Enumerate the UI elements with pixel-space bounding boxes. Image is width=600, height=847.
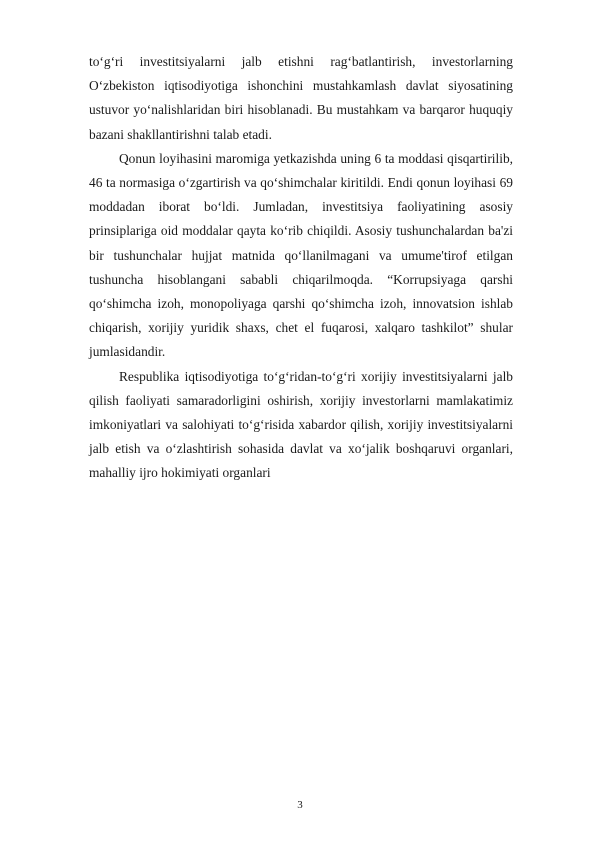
body-text [89,50,513,486]
page-number: 3 [297,799,303,811]
paragraph-foreign-investment: Respublika iqtisodiyotiga to‘g‘ridan-to‘g‘ri xorijiy investitsiyalarni jalb qilish faoliyati samaradorligini oshirish, xorijiy investorlarni mamlakatimiz imkoniyatlari va salohiyati to‘g‘risida xabardor qilish, xorijiy investitsiyalarni jalb etish va o‘zlashtirish sohasida davlat va xo‘jalik boshqaruvi organlari, mahalliy ijro hokimiyati organlari [89,368,513,481]
paragraph-law-draft: Qonun loyihasini maromiga yetkazishda uning 6 ta moddasi qisqartirilib, 46 ta normasiga o‘zgartirish va qo‘shimchalar kiritildi. Endi qonun loyihasi 69 moddadan iborat bo‘ldi. Jumladan, investitsiya faoliyatining asosiy prinsiplariga oid moddalar qayta ko‘rib chiqildi. Asosiy tushunchalardan ba'zi bir tushunchalar hujjat matnida qo‘llanilmagani va umume'tirof etilgan tushuncha hisoblangani sababli chiqarilmoqda. “Korrupsiyaga qarshi qo‘shimcha izoh, monopoliyaga qarshi qo‘shimcha izoh, innovatsion ishlab chiqarish, xorijiy yuridik shaxs, chet el fuqarosi, xalqaro tashkilot” shular jumlasidandir. [89,150,513,360]
paragraph-continuation: to‘g‘ri investitsiyalarni jalb etishni rag‘batlantirish, investorlarning O‘zbekiston iqtisodiyotiga ishonchini mustahkamlash davlat siyosatining ustuvor yo‘nalishlaridan biri hisoblanadi. Bu mustahkam va barqaror huquqiy bazani shakllantirishni talab etadi. [89,54,513,142]
